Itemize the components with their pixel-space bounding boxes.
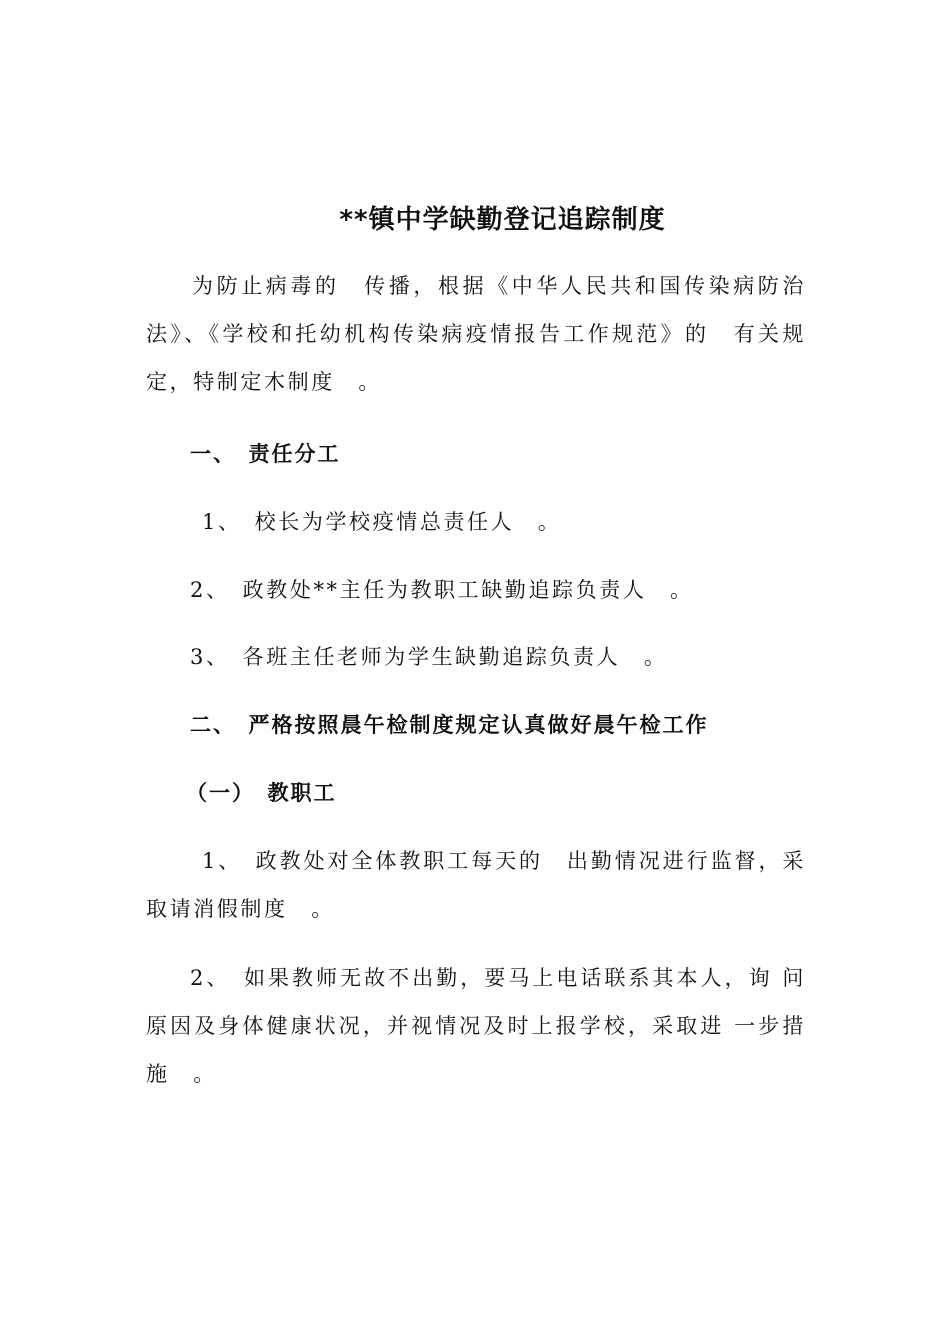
section2-item-2: 2、 如果教师无故不出勤，要马上电话联系其本人，询 问原因及身体健康状况，并视情况及时上报学校，采取进 一步措施 。: [146, 966, 806, 1086]
section1-item-3: 3、 各班主任老师为学生缺勤追踪负责人 。: [190, 645, 668, 669]
intro-paragraph: 为防止病毒的 传播，根据《中华人民共和国传染病防治法》、《学校和托幼机构传染病疫情报告工作规范》的 有关规定，特制定木制度 。: [146, 274, 806, 394]
section1-item-1: 1、 校长为学校疫情总责任人 。: [202, 510, 562, 534]
section2-subheading: （一） 教职工: [186, 781, 337, 805]
section1-heading: 一、 责任分工: [190, 442, 341, 466]
section1-item-2: 2、 政教处**主任为教职工缺勤追踪负责人 。: [190, 578, 694, 602]
section2-heading: 二、 严格按照晨午检制度规定认真做好晨午检工作: [190, 713, 709, 737]
document-title: **镇中学缺勤登记追踪制度: [339, 205, 666, 235]
section2-item-1: 1、 政教处对全体教职工每天的 出勤情况进行监督，采取请消假制度 。: [146, 849, 806, 921]
